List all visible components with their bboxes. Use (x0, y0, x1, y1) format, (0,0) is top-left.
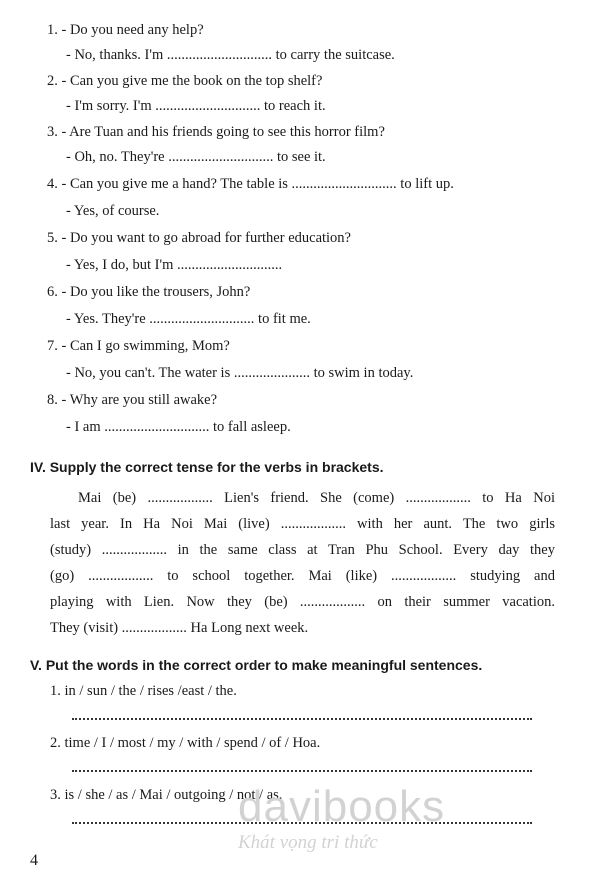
watermark-tagline: Khát vọng tri thức (238, 832, 378, 853)
q8-answer: - I am ............................. to fall asleep. (66, 419, 291, 435)
q7-answer: - No, you can't. The water is ..................... to swim in today. (66, 365, 414, 381)
q3-question: 3. - Are Tuan and his friends going to see this horror film? (47, 124, 385, 140)
sentence-2-words: 2. time / I / most / my / with / spend / of / Hoa. (50, 735, 321, 751)
paragraph-line-1: Mai (be) .................. Lien's friend. She (come) .................. to Ha Noi (78, 490, 555, 506)
q4-answer: - Yes, of course. (66, 203, 160, 219)
paragraph-line-3: (study) .................. in the same class at Tran Phu School. Every day they (50, 542, 555, 558)
q8-question: 8. - Why are you still awake? (47, 392, 218, 408)
q1-answer: - No, thanks. I'm ............................. to carry the suitcase. (66, 47, 395, 63)
q6-answer: - Yes. They're ............................. to fit me. (66, 311, 311, 327)
q3-answer: - Oh, no. They're ............................. to see it. (66, 149, 326, 165)
q1-question: 1. - Do you need any help? (47, 22, 204, 38)
q6-question: 6. - Do you like the trousers, John? (47, 284, 251, 300)
q5-answer: - Yes, I do, but I'm ............................. (66, 257, 283, 273)
watermark-logo: davibooks (238, 782, 446, 831)
q5-question: 5. - Do you want to go abroad for further education? (47, 230, 351, 246)
answer-line-1 (72, 716, 532, 720)
section-v-heading: V. Put the words in the correct order to make meaningful sentences. (30, 657, 483, 673)
paragraph-line-5: playing with Lien. Now they (be) .................. on their summer vacation. (50, 594, 555, 610)
q2-answer: - I'm sorry. I'm ............................. to reach it. (66, 98, 326, 114)
q7-question: 7. - Can I go swimming, Mom? (47, 338, 230, 354)
page-number: 4 (30, 852, 38, 869)
paragraph-line-4: (go) .................. to school together. Mai (like) .................. studying and (50, 568, 555, 584)
q4-question: 4. - Can you give me a hand? The table is ............................. to lift up. (47, 176, 454, 192)
sentence-1-words: 1. in / sun / the / rises /east / the. (50, 683, 237, 699)
paragraph-line-6: They (visit) .................. Ha Long next week. (50, 620, 309, 636)
section-iv-heading: IV. Supply the correct tense for the verbs in brackets. (30, 459, 384, 475)
sentence-3-words: 3. is / she / as / Mai / outgoing / not / as. (50, 787, 283, 803)
paragraph-line-2: last year. In Ha Noi Mai (live) .................. with her aunt. The two girls (50, 516, 555, 532)
answer-line-2 (72, 768, 532, 772)
q2-question: 2. - Can you give me the book on the top shelf? (47, 73, 323, 89)
